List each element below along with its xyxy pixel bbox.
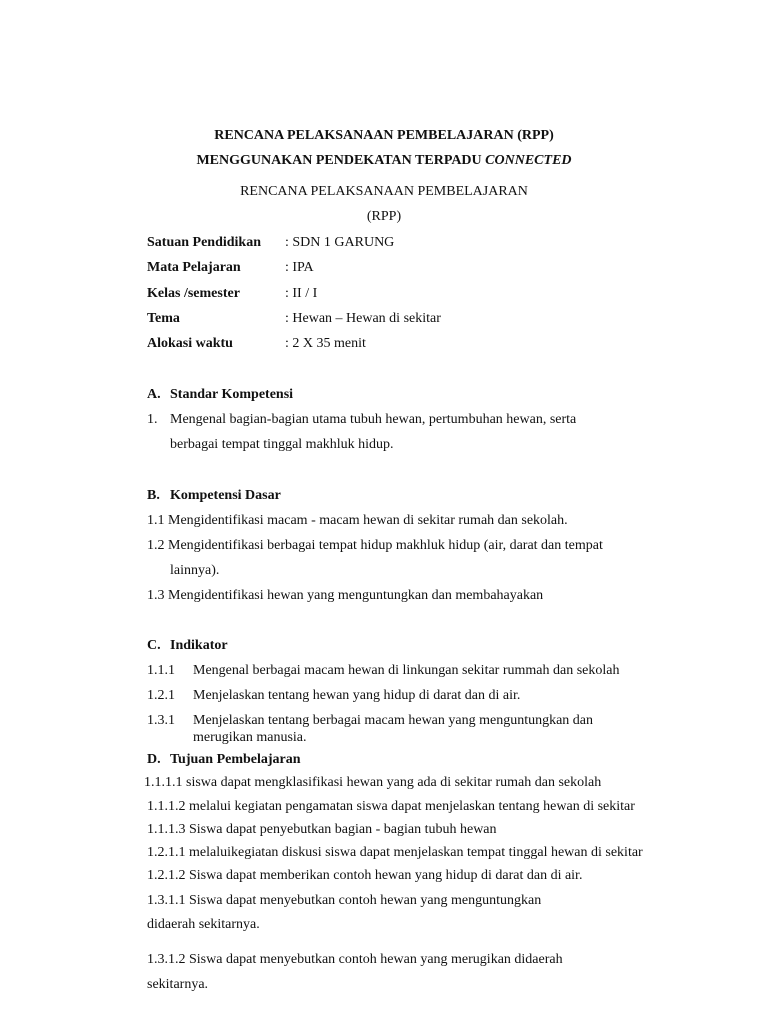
identity-label: Alokasi waktu xyxy=(147,336,233,351)
list-item: 1.3 Mengidentifikasi hewan yang menguntungkan dan membahayakan xyxy=(147,588,544,603)
title-prefix: MENGGUNAKAN PENDEKATAN TERPADU xyxy=(196,153,486,168)
list-item: Menjelaskan tentang hewan yang hidup di darat dan di air. xyxy=(193,688,521,703)
list-item: Mengenal bagian-bagian utama tubuh hewan, pertumbuhan hewan, serta xyxy=(170,412,577,427)
identity-label: Mata Pelajaran xyxy=(147,260,241,275)
identity-value: : 2 X 35 menit xyxy=(285,336,366,351)
list-item: 1.2.1.2 Siswa dapat memberikan contoh hewan yang hidup di darat dan di air. xyxy=(147,868,583,883)
list-item: 1.1.1.2 melalui kegiatan pengamatan siswa dapat menjelaskan tentang hewan di sekitar xyxy=(147,799,635,814)
section-b-letter: B. xyxy=(147,488,160,503)
identity-label: Satuan Pendidikan xyxy=(147,235,261,250)
list-item: 1.3.1.1 Siswa dapat menyebutkan contoh hewan yang menguntungkan xyxy=(147,893,542,908)
list-item: 1.2 Mengidentifikasi berbagai tempat hidup makhluk hidup (air, darat dan tempat xyxy=(147,538,603,553)
page-title: RENCANA PELAKSANAAN PEMBELAJARAN (RPP) xyxy=(214,128,554,143)
section-d-letter: D. xyxy=(147,752,161,767)
section-a-title: Standar Kompetensi xyxy=(170,387,294,402)
list-item-continued: lainnya). xyxy=(170,563,220,578)
section-a-letter: A. xyxy=(147,387,161,402)
section-c-title: Indikator xyxy=(170,638,228,653)
title-emphasis: CONNECTED xyxy=(485,153,572,168)
list-item: 1.1 Mengidentifikasi macam - macam hewan di sekitar rumah dan sekolah. xyxy=(147,513,568,528)
list-item: 1.3.1.2 Siswa dapat menyebutkan contoh hewan yang merugikan didaerah xyxy=(147,952,563,967)
section-d-title: Tujuan Pembelajaran xyxy=(170,752,301,767)
list-item-continued: merugikan manusia. xyxy=(193,730,307,745)
list-item-continued: sekitarnya. xyxy=(147,977,209,992)
list-item-number: 1.3.1 xyxy=(147,713,175,728)
identity-label: Kelas /semester xyxy=(147,286,240,301)
identity-value: : SDN 1 GARUNG xyxy=(285,235,395,250)
list-item: 1.2.1.1 melaluikegiatan diskusi siswa dapat menjelaskan tempat tinggal hewan di sekitar xyxy=(147,845,643,860)
list-item: 1.1.1.3 Siswa dapat penyebutkan bagian - bagian tubuh hewan xyxy=(147,822,497,837)
subtitle: RENCANA PELAKSANAAN PEMBELAJARAN xyxy=(240,184,528,199)
list-item: Mengenal berbagai macam hewan di linkungan sekitar rummah dan sekolah xyxy=(193,663,620,678)
list-item-number: 1.2.1 xyxy=(147,688,175,703)
list-item-number: 1. xyxy=(147,412,158,427)
list-item: 1.1.1.1 siswa dapat mengklasifikasi hewan yang ada di sekitar rumah dan sekolah xyxy=(144,775,602,790)
subtitle-abbrev: (RPP) xyxy=(366,209,402,224)
list-item-number: 1.1.1 xyxy=(147,663,175,678)
list-item-continued: berbagai tempat tinggal makhluk hidup. xyxy=(170,437,394,452)
list-item-continued: didaerah sekitarnya. xyxy=(147,917,260,932)
identity-value: : IPA xyxy=(285,260,314,275)
identity-label: Tema xyxy=(147,311,180,326)
section-c-letter: C. xyxy=(147,638,161,653)
section-b-title: Kompetensi Dasar xyxy=(170,488,281,503)
page-title-line2 xyxy=(0,154,768,168)
list-item: Menjelaskan tentang berbagai macam hewan yang menguntungkan dan xyxy=(193,713,594,728)
identity-value: : Hewan – Hewan di sekitar xyxy=(285,311,441,326)
identity-value: : II / I xyxy=(285,286,318,301)
